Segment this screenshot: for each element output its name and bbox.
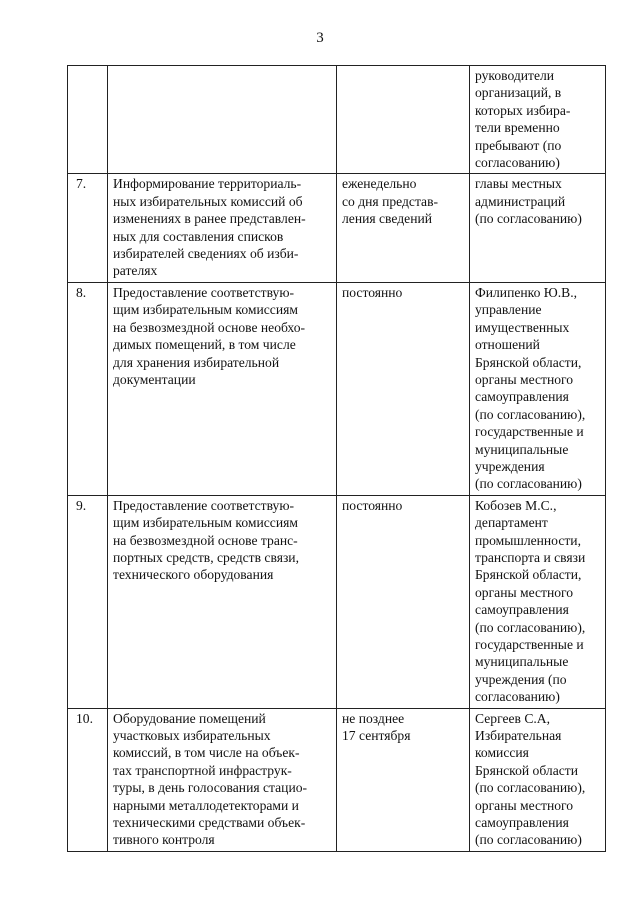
responsible-line: государственные и xyxy=(475,424,584,440)
page-number: 3 xyxy=(316,30,324,46)
term-line: постоянно xyxy=(342,497,403,513)
event-line: технического оборудования xyxy=(113,567,274,583)
responsible-line: (по согласованию), xyxy=(475,406,586,422)
term-line: постоянно xyxy=(342,284,403,300)
responsible-line: органы местного xyxy=(475,797,574,813)
event-line: щим избирательным комиссиям xyxy=(113,302,298,318)
responsible-line: государственные и xyxy=(475,637,584,652)
responsible-line: отношений xyxy=(475,337,540,353)
table-row xyxy=(68,174,606,282)
responsible-line: организаций, в xyxy=(475,85,562,101)
event-line: Предоставление соответствую- xyxy=(113,497,295,513)
responsible-line: (по согласованию) xyxy=(475,832,582,848)
responsible-line: главы местных xyxy=(475,176,562,192)
responsible-line: (по согласованию) xyxy=(475,211,582,227)
table-row xyxy=(68,282,606,495)
term-line: не позднее xyxy=(342,710,405,726)
event-line: ных для составления списков xyxy=(113,228,284,244)
responsible-line: Филипенко Ю.В., xyxy=(475,284,577,300)
row-number-cell xyxy=(68,282,108,495)
event-line: на безвозмездной основе необхо- xyxy=(113,319,306,335)
event-line: Предоставление соответствую- xyxy=(113,284,295,300)
responsible-line: муниципальные xyxy=(475,654,569,670)
event-cell xyxy=(108,495,337,708)
responsible-cell xyxy=(470,66,606,174)
responsible-line: органы местного xyxy=(475,584,574,600)
event-cell xyxy=(108,708,337,851)
event-line: для хранения избирательной xyxy=(113,354,280,370)
event-line: тах транспортной инфраструк- xyxy=(113,762,292,778)
responsible-line: комиссия xyxy=(475,745,529,761)
event-cell xyxy=(108,66,337,174)
responsible-line: Избирательная xyxy=(475,728,562,744)
responsible-line: (по согласованию) xyxy=(475,476,582,492)
responsible-line: которых избира- xyxy=(475,102,571,118)
event-line: рателях xyxy=(113,263,158,279)
responsible-line: Брянской области xyxy=(475,762,578,778)
event-line: димых помещений, в том числе xyxy=(113,337,296,353)
responsible-line: органы местного xyxy=(475,371,574,387)
responsible-line: администраций xyxy=(475,193,566,209)
event-line: портных средств, средств связи, xyxy=(113,549,299,565)
responsible-line: (по согласованию), xyxy=(475,619,586,635)
term-cell xyxy=(337,495,470,708)
term-line: ления сведений xyxy=(342,211,433,227)
responsible-line: согласованию) xyxy=(475,689,560,705)
responsible-line: Кобозев М.С., xyxy=(475,497,557,513)
event-line: Информирование территориаль- xyxy=(113,176,302,192)
responsible-cell xyxy=(470,174,606,282)
term-cell xyxy=(337,174,470,282)
responsible-line: самоуправления xyxy=(475,815,569,831)
responsible-line: имущественных xyxy=(475,319,570,335)
responsible-line: пребывают (по xyxy=(475,137,562,153)
term-cell xyxy=(337,282,470,495)
table-row xyxy=(68,66,606,174)
term-cell xyxy=(337,708,470,851)
responsible-line: учреждения (по xyxy=(475,671,567,687)
responsible-line: департамент xyxy=(475,515,548,531)
responsible-line: (по согласованию), xyxy=(475,780,586,796)
row-number-cell xyxy=(68,708,108,851)
responsible-line: промышленности, xyxy=(475,532,581,548)
row-number-cell xyxy=(68,174,108,282)
event-line: участковых избирательных xyxy=(113,728,271,744)
row-number: 9. xyxy=(76,497,87,513)
plan-table xyxy=(67,65,606,852)
row-number: 7. xyxy=(76,176,87,192)
responsible-line: самоуправления xyxy=(475,389,569,405)
event-line: туры, в день голосования стацио- xyxy=(113,780,308,796)
responsible-line: Брянской области, xyxy=(475,567,582,583)
event-line: тивного контроля xyxy=(113,832,215,848)
responsible-line: согласованию) xyxy=(475,155,560,171)
term-line: еженедельно xyxy=(342,176,417,192)
row-number: 8. xyxy=(76,284,87,300)
responsible-line: управление xyxy=(475,302,542,318)
row-number-cell xyxy=(68,66,108,174)
term-line: со дня представ- xyxy=(342,193,439,209)
event-line: изменениях в ранее представлен- xyxy=(113,211,306,227)
row-number: 10. xyxy=(76,710,93,726)
responsible-cell xyxy=(470,495,606,708)
table-row xyxy=(68,495,606,708)
event-cell xyxy=(108,174,337,282)
term-cell xyxy=(337,66,470,174)
event-cell xyxy=(108,282,337,495)
event-line: техническими средствами объек- xyxy=(113,815,306,831)
responsible-line: транспорта и связи xyxy=(475,549,586,565)
responsible-line: Брянской области, xyxy=(475,354,582,370)
event-line: щим избирательным комиссиям xyxy=(113,515,298,531)
term-line: 17 сентября xyxy=(342,728,411,744)
responsible-cell xyxy=(470,282,606,495)
event-line: Оборудование помещений xyxy=(113,710,266,726)
responsible-cell xyxy=(470,708,606,851)
table-row xyxy=(68,708,606,851)
responsible-line: самоуправления xyxy=(475,602,569,618)
event-line: комиссий, в том числе на объек- xyxy=(113,745,300,761)
responsible-line: тели временно xyxy=(475,120,560,136)
responsible-line: муниципальные xyxy=(475,441,569,457)
event-line: нарными металлодетекторами и xyxy=(113,797,299,813)
responsible-line: Сергеев С.А, xyxy=(475,710,551,726)
responsible-line: руководители xyxy=(475,68,555,83)
responsible-line: учреждения xyxy=(475,458,545,474)
event-line: на безвозмездной основе транс- xyxy=(113,532,298,548)
event-line: документации xyxy=(113,371,196,387)
event-line: ных избирательных комиссий об xyxy=(113,193,303,209)
event-line: избирателей сведениях об изби- xyxy=(113,246,299,262)
row-number-cell xyxy=(68,495,108,708)
